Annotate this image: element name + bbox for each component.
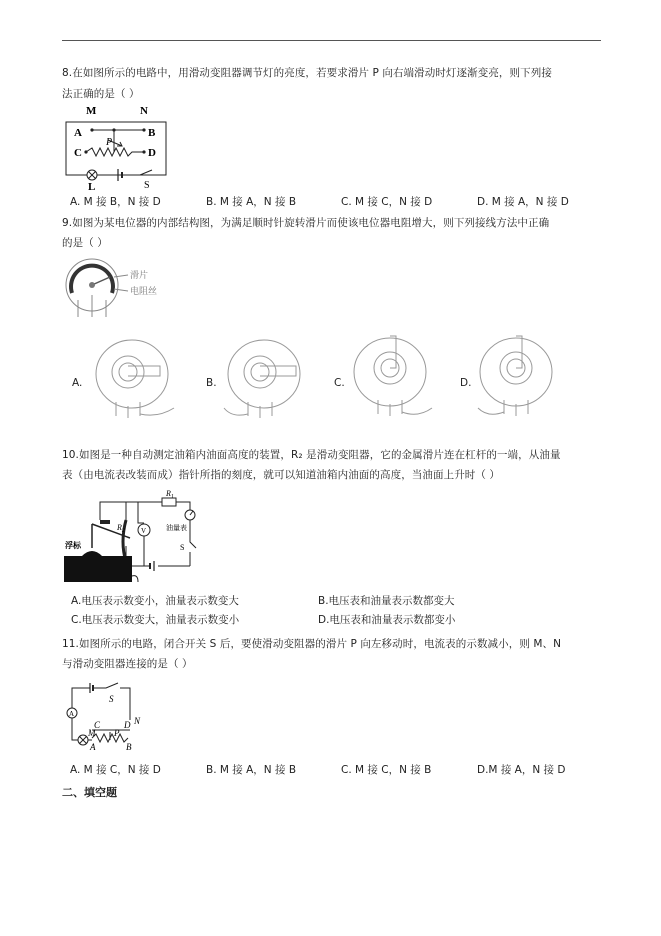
q11-label-s: S: [109, 694, 114, 704]
q9-option-a-image[interactable]: [88, 334, 182, 420]
q8-label-s: S: [144, 180, 150, 191]
q11-label-d: D: [124, 720, 131, 730]
q11-text-line2: 与滑动变阻器连接的是（ ）: [62, 658, 193, 670]
q11-label-n: N: [134, 716, 141, 726]
q8-label-d: D: [148, 147, 156, 159]
q9-option-b-image[interactable]: [220, 334, 314, 420]
q10-option-a[interactable]: A.电压表示数变小，油量表示数变大: [71, 595, 239, 607]
q9-option-c-image[interactable]: [346, 334, 440, 420]
q8-option-a[interactable]: A. M 接 B，N 接 D: [70, 196, 161, 208]
q9-label-slider: 滑片: [130, 270, 149, 280]
q11-text-line1: 11.如图所示的电路，闭合开关 S 后，要使滑动变阻器的滑片 P 向左移动时，电流表的示数减小，则 M、N: [62, 638, 562, 650]
q11-label-m: M: [88, 728, 96, 738]
q11-circuit-diagram: [62, 680, 152, 752]
q10-oil-gauge-diagram: [62, 490, 214, 586]
q8-option-c[interactable]: C. M 接 C，N 接 D: [341, 196, 433, 208]
q10-text-line1: 10.如图是一种自动测定油箱内油面高度的装置，R₂ 是滑动变阻器，它的金属滑片连在杠杆的一端，从油量: [62, 449, 561, 461]
q10-label-v: V: [141, 527, 147, 535]
q10-text-line2: 表（由电流表改装而成）指针所指的刻度，就可以知道油箱内油面的高度，当油面上升时（ ）: [62, 469, 501, 481]
q8-label-c: C: [74, 147, 82, 159]
q9-text-line2: 的是（ ）: [62, 237, 108, 249]
q9-text-line1: 9.如图为某电位器的内部结构图，为满足顺时针旋转滑片而使该电位器电阻增大，则下列接线方法中正确: [62, 217, 550, 229]
q11-option-a[interactable]: A. M 接 C，N 接 D: [70, 764, 161, 776]
q8-label-m: M: [86, 105, 97, 117]
q8-label-a: A: [74, 127, 82, 139]
q8-text-line1: 8.在如图所示的电路中，用滑动变阻器调节灯的亮度，若要求滑片 P 向右端滑动时灯逐渐变亮，则下列接: [62, 67, 552, 79]
q8-label-b: B: [148, 127, 156, 139]
q11-option-d[interactable]: D.M 接 A，N 接 D: [477, 764, 566, 776]
q10-option-b[interactable]: B.电压表和油量表示数都变大: [318, 595, 455, 607]
q10-label-float: 浮标: [65, 541, 81, 550]
q9-option-d[interactable]: D.: [460, 377, 472, 389]
q11-option-b[interactable]: B. M 接 A，N 接 B: [206, 764, 297, 776]
q9-option-a[interactable]: A.: [72, 377, 83, 389]
q8-circuit-diagram: [62, 102, 172, 192]
q10-label-r1: $R_1$: [166, 490, 174, 500]
q9-option-b[interactable]: B.: [206, 377, 217, 389]
header-rule: [62, 40, 601, 41]
q9-option-c[interactable]: C.: [334, 377, 345, 389]
q8-text-line2: 法正确的是（ ）: [62, 88, 140, 100]
q9-option-d-image[interactable]: [472, 334, 566, 420]
q11-label-p: P: [114, 728, 120, 738]
q11-label-b: B: [126, 742, 132, 752]
q8-label-n: N: [140, 105, 148, 117]
q8-label-p: P: [106, 137, 113, 148]
q8-option-b[interactable]: B. M 接 A，N 接 B: [206, 196, 297, 208]
q10-label-gauge: 油量表: [166, 524, 187, 532]
q8-label-l: L: [88, 181, 96, 192]
q10-option-c[interactable]: C.电压表示数变大，油量表示数变小: [71, 614, 240, 626]
q8-option-d[interactable]: D. M 接 A，N 接 D: [477, 196, 569, 208]
q11-label-a-end: A: [90, 742, 96, 752]
section-heading-fill-in: 二、填空题: [62, 786, 117, 799]
q11-option-c[interactable]: C. M 接 C，N 接 B: [341, 764, 432, 776]
q11-label-a-meter: A: [69, 710, 75, 718]
q10-option-d[interactable]: D.电压表和油量表示数都变小: [318, 614, 456, 626]
q11-label-c: C: [94, 720, 101, 730]
q9-label-wire: 电阻丝: [130, 286, 158, 296]
q10-label-r2: $R_2$: [117, 523, 125, 534]
q9-potentiometer-structure: [62, 255, 172, 323]
q10-label-s: S: [180, 543, 185, 552]
